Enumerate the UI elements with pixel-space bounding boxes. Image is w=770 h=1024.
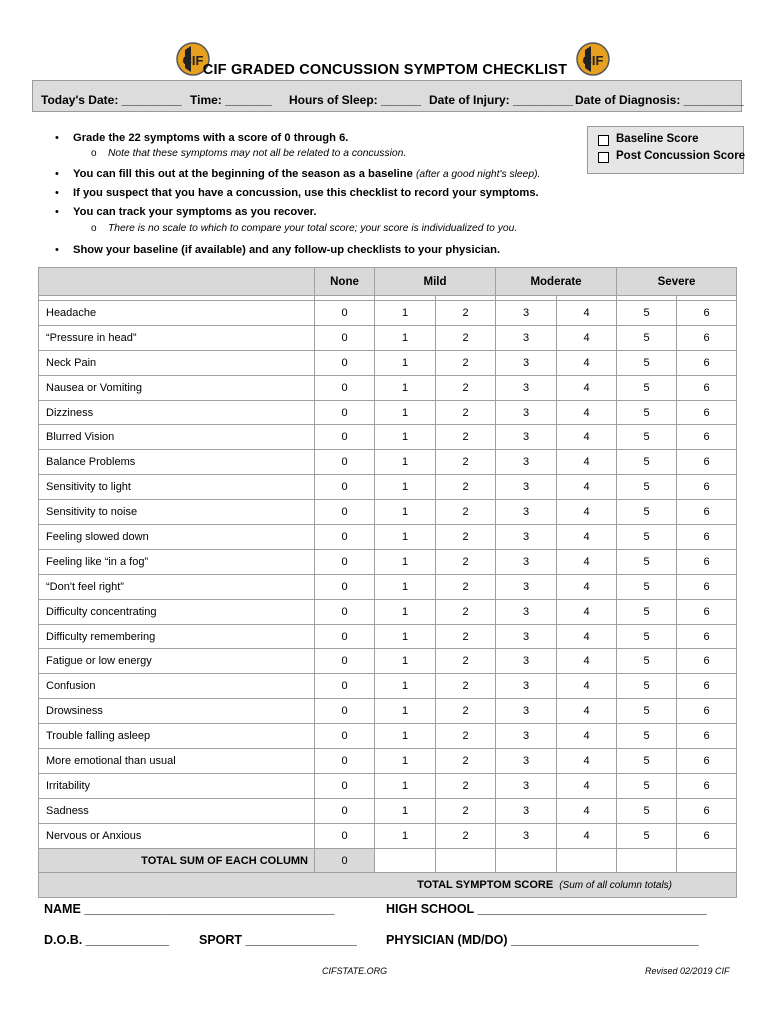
symptom-name: Blurred Vision bbox=[39, 425, 315, 450]
score-cell[interactable]: 2 bbox=[436, 350, 496, 375]
score-cell[interactable]: 3 bbox=[496, 599, 557, 624]
score-cell[interactable]: 3 bbox=[496, 425, 557, 450]
symptom-name: Headache bbox=[39, 301, 315, 326]
todays-date-field[interactable]: Today's Date: _________ bbox=[41, 93, 182, 107]
score-cell[interactable]: 2 bbox=[436, 325, 496, 350]
score-cell[interactable]: 0 bbox=[315, 649, 375, 674]
score-cell[interactable]: 4 bbox=[557, 375, 617, 400]
score-cell[interactable]: 6 bbox=[677, 425, 737, 450]
score-cell[interactable]: 6 bbox=[677, 450, 737, 475]
score-cell[interactable]: 3 bbox=[496, 724, 557, 749]
score-cell[interactable]: 3 bbox=[496, 624, 557, 649]
footer-revision: Revised 02/2019 CIF bbox=[645, 966, 730, 976]
score-cell[interactable]: 0 bbox=[315, 773, 375, 798]
header-empty-cell bbox=[39, 268, 315, 296]
score-cell[interactable]: 6 bbox=[677, 773, 737, 798]
symptom-table bbox=[38, 267, 737, 898]
score-cell[interactable]: 0 bbox=[315, 574, 375, 599]
total-cell[interactable] bbox=[496, 848, 557, 873]
score-cell[interactable]: 4 bbox=[557, 325, 617, 350]
score-cell[interactable]: 2 bbox=[436, 749, 496, 774]
score-cell[interactable]: 3 bbox=[496, 823, 557, 848]
score-cell[interactable]: 2 bbox=[436, 425, 496, 450]
score-cell[interactable]: 6 bbox=[677, 798, 737, 823]
score-cell[interactable]: 2 bbox=[436, 450, 496, 475]
score-cell[interactable]: 3 bbox=[496, 649, 557, 674]
score-cell[interactable]: 4 bbox=[557, 624, 617, 649]
table-row bbox=[39, 475, 737, 500]
score-cell[interactable]: 3 bbox=[496, 699, 557, 724]
table-row bbox=[39, 549, 737, 574]
score-cell[interactable]: 0 bbox=[315, 450, 375, 475]
score-cell[interactable]: 5 bbox=[617, 325, 677, 350]
score-cell[interactable]: 5 bbox=[617, 525, 677, 550]
score-cell[interactable]: 5 bbox=[617, 475, 677, 500]
score-cell[interactable]: 0 bbox=[315, 599, 375, 624]
score-cell[interactable]: 0 bbox=[315, 375, 375, 400]
score-cell[interactable]: 5 bbox=[617, 773, 677, 798]
score-cell[interactable]: 2 bbox=[436, 599, 496, 624]
baseline-checkbox[interactable] bbox=[598, 135, 609, 146]
score-cell[interactable]: 1 bbox=[375, 749, 436, 774]
score-cell[interactable]: 0 bbox=[315, 749, 375, 774]
score-cell[interactable]: 4 bbox=[557, 773, 617, 798]
score-cell[interactable]: 0 bbox=[315, 475, 375, 500]
symptom-name: Nausea or Vomiting bbox=[39, 375, 315, 400]
score-cell[interactable]: 0 bbox=[315, 724, 375, 749]
score-cell[interactable]: 2 bbox=[436, 624, 496, 649]
score-cell[interactable]: 0 bbox=[315, 823, 375, 848]
score-cell[interactable]: 0 bbox=[315, 325, 375, 350]
score-cell[interactable]: 0 bbox=[315, 301, 375, 326]
score-cell[interactable]: 2 bbox=[436, 798, 496, 823]
score-cell[interactable]: 5 bbox=[617, 749, 677, 774]
symptom-name: Sensitivity to noise bbox=[39, 500, 315, 525]
dob-field[interactable]: D.O.B. ____________ bbox=[44, 933, 170, 947]
table-row bbox=[39, 400, 737, 425]
logo-left-text: CIF bbox=[182, 53, 204, 68]
total-symptom-score-label: TOTAL SYMPTOM SCORE bbox=[417, 879, 554, 892]
symptom-name: Neck Pain bbox=[39, 350, 315, 375]
score-cell[interactable]: 1 bbox=[375, 500, 436, 525]
table-row bbox=[39, 450, 737, 475]
score-cell[interactable]: 5 bbox=[617, 400, 677, 425]
table-row bbox=[39, 699, 737, 724]
table-row bbox=[39, 649, 737, 674]
score-cell[interactable]: 5 bbox=[617, 500, 677, 525]
total-cell[interactable] bbox=[677, 848, 737, 873]
score-cell[interactable]: 6 bbox=[677, 823, 737, 848]
symptom-name: “Don't feel right” bbox=[39, 574, 315, 599]
symptom-name: Irritability bbox=[39, 773, 315, 798]
page-title: CIF GRADED CONCUSSION SYMPTOM CHECKLIST bbox=[202, 62, 568, 78]
symptom-name: More emotional than usual bbox=[39, 749, 315, 774]
score-cell[interactable]: 1 bbox=[375, 375, 436, 400]
score-cell[interactable]: 3 bbox=[496, 325, 557, 350]
score-cell[interactable]: 4 bbox=[557, 500, 617, 525]
score-cell[interactable]: 3 bbox=[496, 400, 557, 425]
score-cell[interactable]: 6 bbox=[677, 325, 737, 350]
score-cell[interactable]: 3 bbox=[496, 301, 557, 326]
score-cell[interactable]: 3 bbox=[496, 798, 557, 823]
score-cell[interactable]: 1 bbox=[375, 773, 436, 798]
total-cell[interactable] bbox=[617, 848, 677, 873]
score-cell[interactable]: 0 bbox=[315, 400, 375, 425]
score-cell[interactable]: 6 bbox=[677, 350, 737, 375]
table-row bbox=[39, 624, 737, 649]
total-cell[interactable] bbox=[375, 848, 436, 873]
score-cell[interactable]: 1 bbox=[375, 724, 436, 749]
score-cell[interactable]: 0 bbox=[315, 699, 375, 724]
score-cell[interactable]: 2 bbox=[436, 301, 496, 326]
score-cell[interactable]: 4 bbox=[557, 724, 617, 749]
score-cell[interactable]: 3 bbox=[496, 350, 557, 375]
time-field[interactable]: Time: _______ bbox=[190, 93, 272, 107]
score-cell[interactable]: 5 bbox=[617, 350, 677, 375]
score-cell[interactable]: 2 bbox=[436, 375, 496, 400]
table-row bbox=[39, 798, 737, 823]
score-cell[interactable]: 0 bbox=[315, 624, 375, 649]
score-cell[interactable]: 5 bbox=[617, 674, 677, 699]
score-cell[interactable]: 5 bbox=[617, 425, 677, 450]
score-cell[interactable]: 4 bbox=[557, 599, 617, 624]
score-cell[interactable]: 4 bbox=[557, 823, 617, 848]
header-mild: Mild bbox=[375, 268, 496, 296]
score-cell[interactable]: 1 bbox=[375, 699, 436, 724]
name-field[interactable]: NAME ____________________________________ bbox=[44, 902, 335, 916]
symptom-name: Difficulty remembering bbox=[39, 624, 315, 649]
score-cell[interactable]: 6 bbox=[677, 475, 737, 500]
total-cell[interactable] bbox=[436, 848, 496, 873]
score-cell[interactable]: 4 bbox=[557, 350, 617, 375]
table-row bbox=[39, 599, 737, 624]
table-row bbox=[39, 674, 737, 699]
score-cell[interactable]: 5 bbox=[617, 699, 677, 724]
score-cell[interactable]: 5 bbox=[617, 375, 677, 400]
physician-field[interactable]: PHYSICIAN (MD/DO) ___________________________ bbox=[386, 933, 699, 947]
score-cell[interactable]: 3 bbox=[496, 475, 557, 500]
score-cell[interactable]: 0 bbox=[315, 350, 375, 375]
score-cell[interactable]: 1 bbox=[375, 450, 436, 475]
table-row bbox=[39, 500, 737, 525]
score-cell[interactable]: 1 bbox=[375, 798, 436, 823]
post-concussion-checkbox[interactable] bbox=[598, 152, 609, 163]
score-cell[interactable]: 2 bbox=[436, 674, 496, 699]
table-row bbox=[39, 724, 737, 749]
score-cell[interactable]: 5 bbox=[617, 724, 677, 749]
symptom-name: Feeling slowed down bbox=[39, 525, 315, 550]
score-cell[interactable]: 3 bbox=[496, 450, 557, 475]
score-cell[interactable]: 4 bbox=[557, 525, 617, 550]
score-cell[interactable]: 1 bbox=[375, 301, 436, 326]
symptom-name: Dizziness bbox=[39, 400, 315, 425]
score-cell[interactable]: 5 bbox=[617, 574, 677, 599]
table-row bbox=[39, 375, 737, 400]
score-cell[interactable]: 4 bbox=[557, 674, 617, 699]
score-cell[interactable]: 5 bbox=[617, 301, 677, 326]
table-row bbox=[39, 749, 737, 774]
table-row bbox=[39, 425, 737, 450]
score-cell[interactable]: 6 bbox=[677, 599, 737, 624]
score-cell[interactable]: 1 bbox=[375, 400, 436, 425]
info-bar bbox=[32, 80, 742, 112]
header-moderate: Moderate bbox=[496, 268, 617, 296]
score-cell[interactable]: 2 bbox=[436, 525, 496, 550]
symptom-name: “Pressure in head” bbox=[39, 325, 315, 350]
total-cell[interactable] bbox=[557, 848, 617, 873]
score-cell[interactable]: 2 bbox=[436, 574, 496, 599]
score-cell[interactable]: 1 bbox=[375, 624, 436, 649]
score-cell[interactable]: 3 bbox=[496, 500, 557, 525]
score-cell[interactable]: 3 bbox=[496, 749, 557, 774]
symptom-name: Fatigue or low energy bbox=[39, 649, 315, 674]
high-school-field[interactable]: HIGH SCHOOL _________________________________ bbox=[386, 902, 707, 916]
score-cell[interactable]: 1 bbox=[375, 475, 436, 500]
symptom-name: Trouble falling asleep bbox=[39, 724, 315, 749]
total-value-none[interactable]: 0 bbox=[315, 848, 375, 873]
score-cell[interactable]: 5 bbox=[617, 649, 677, 674]
score-cell[interactable]: 2 bbox=[436, 400, 496, 425]
score-cell[interactable]: 4 bbox=[557, 699, 617, 724]
score-cell[interactable]: 5 bbox=[617, 624, 677, 649]
score-cell[interactable]: 1 bbox=[375, 525, 436, 550]
score-cell[interactable]: 0 bbox=[315, 425, 375, 450]
score-cell[interactable]: 2 bbox=[436, 649, 496, 674]
symptom-name: Sensitivity to light bbox=[39, 475, 315, 500]
score-cell[interactable]: 6 bbox=[677, 674, 737, 699]
total-row bbox=[39, 848, 737, 873]
score-cell[interactable]: 6 bbox=[677, 649, 737, 674]
score-cell[interactable]: 0 bbox=[315, 798, 375, 823]
score-cell[interactable]: 3 bbox=[496, 525, 557, 550]
score-cell[interactable]: 0 bbox=[315, 674, 375, 699]
symptom-name: Balance Problems bbox=[39, 450, 315, 475]
score-cell[interactable]: 2 bbox=[436, 549, 496, 574]
score-cell[interactable]: 1 bbox=[375, 599, 436, 624]
total-symptom-score-cell bbox=[39, 873, 737, 898]
date-of-diagnosis-field[interactable]: Date of Diagnosis: _________ bbox=[575, 93, 744, 107]
score-cell[interactable]: 2 bbox=[436, 823, 496, 848]
symptom-name: Feeling like “in a fog” bbox=[39, 549, 315, 574]
score-cell[interactable]: 6 bbox=[677, 400, 737, 425]
score-cell[interactable]: 6 bbox=[677, 549, 737, 574]
score-cell[interactable]: 4 bbox=[557, 301, 617, 326]
score-cell[interactable]: 5 bbox=[617, 599, 677, 624]
score-cell[interactable]: 6 bbox=[677, 301, 737, 326]
score-cell[interactable]: 4 bbox=[557, 400, 617, 425]
score-cell[interactable]: 4 bbox=[557, 549, 617, 574]
sport-field[interactable]: SPORT ________________ bbox=[199, 933, 357, 947]
score-cell[interactable]: 3 bbox=[496, 674, 557, 699]
table-row bbox=[39, 773, 737, 798]
table-row bbox=[39, 574, 737, 599]
score-cell[interactable]: 0 bbox=[315, 500, 375, 525]
baseline-label: Baseline Score bbox=[616, 133, 699, 145]
score-cell[interactable]: 6 bbox=[677, 574, 737, 599]
table-header-row bbox=[39, 268, 737, 296]
score-cell[interactable]: 2 bbox=[436, 699, 496, 724]
score-cell[interactable]: 2 bbox=[436, 773, 496, 798]
symptom-name: Confusion bbox=[39, 674, 315, 699]
score-cell[interactable]: 4 bbox=[557, 475, 617, 500]
score-cell[interactable]: 6 bbox=[677, 525, 737, 550]
score-cell[interactable]: 1 bbox=[375, 549, 436, 574]
table-row bbox=[39, 350, 737, 375]
score-type-box bbox=[587, 126, 744, 174]
score-cell[interactable]: 6 bbox=[677, 724, 737, 749]
logo-right-text: CIF bbox=[582, 53, 604, 68]
score-cell[interactable]: 2 bbox=[436, 475, 496, 500]
score-cell[interactable]: 1 bbox=[375, 574, 436, 599]
score-cell[interactable]: 5 bbox=[617, 549, 677, 574]
hours-of-sleep-field[interactable]: Hours of Sleep: ______ bbox=[289, 93, 422, 107]
score-cell[interactable]: 0 bbox=[315, 525, 375, 550]
header-none: None bbox=[315, 268, 375, 296]
score-cell[interactable]: 3 bbox=[496, 375, 557, 400]
table-row bbox=[39, 325, 737, 350]
score-cell[interactable]: 2 bbox=[436, 724, 496, 749]
score-cell[interactable]: 6 bbox=[677, 699, 737, 724]
total-symptom-score-note: (Sum of all column totals) bbox=[559, 880, 673, 892]
symptom-name: Sadness bbox=[39, 798, 315, 823]
total-label: TOTAL SUM OF EACH COLUMN bbox=[39, 848, 315, 873]
score-cell[interactable]: 3 bbox=[496, 574, 557, 599]
table-row bbox=[39, 525, 737, 550]
symptom-name: Drowsiness bbox=[39, 699, 315, 724]
score-cell[interactable]: 1 bbox=[375, 823, 436, 848]
score-cell[interactable]: 5 bbox=[617, 823, 677, 848]
score-cell[interactable]: 4 bbox=[557, 749, 617, 774]
table-row bbox=[39, 823, 737, 848]
score-cell[interactable]: 6 bbox=[677, 749, 737, 774]
score-cell[interactable]: 6 bbox=[677, 375, 737, 400]
score-cell[interactable]: 1 bbox=[375, 649, 436, 674]
post-concussion-label: Post Concussion Score bbox=[616, 150, 746, 162]
score-cell[interactable]: 4 bbox=[557, 649, 617, 674]
score-cell[interactable]: 1 bbox=[375, 325, 436, 350]
score-cell[interactable]: 5 bbox=[617, 450, 677, 475]
symptom-name: Nervous or Anxious bbox=[39, 823, 315, 848]
score-cell[interactable]: 2 bbox=[436, 500, 496, 525]
score-cell[interactable]: 1 bbox=[375, 350, 436, 375]
score-cell[interactable]: 1 bbox=[375, 674, 436, 699]
score-cell[interactable]: 6 bbox=[677, 500, 737, 525]
score-cell[interactable]: 1 bbox=[375, 425, 436, 450]
score-cell[interactable]: 0 bbox=[315, 549, 375, 574]
footer-website: CIFSTATE.ORG bbox=[322, 966, 388, 976]
total-symptom-score-row bbox=[39, 873, 737, 898]
score-cell[interactable]: 3 bbox=[496, 549, 557, 574]
table-row bbox=[39, 301, 737, 326]
score-cell[interactable]: 5 bbox=[617, 798, 677, 823]
score-cell[interactable]: 4 bbox=[557, 450, 617, 475]
score-cell[interactable]: 3 bbox=[496, 773, 557, 798]
score-cell[interactable]: 6 bbox=[677, 624, 737, 649]
score-cell[interactable]: 4 bbox=[557, 425, 617, 450]
header-severe: Severe bbox=[617, 268, 737, 296]
score-cell[interactable]: 4 bbox=[557, 574, 617, 599]
symptom-name: Difficulty concentrating bbox=[39, 599, 315, 624]
score-cell[interactable]: 4 bbox=[557, 798, 617, 823]
date-of-injury-field[interactable]: Date of Injury: _________ bbox=[429, 93, 574, 107]
